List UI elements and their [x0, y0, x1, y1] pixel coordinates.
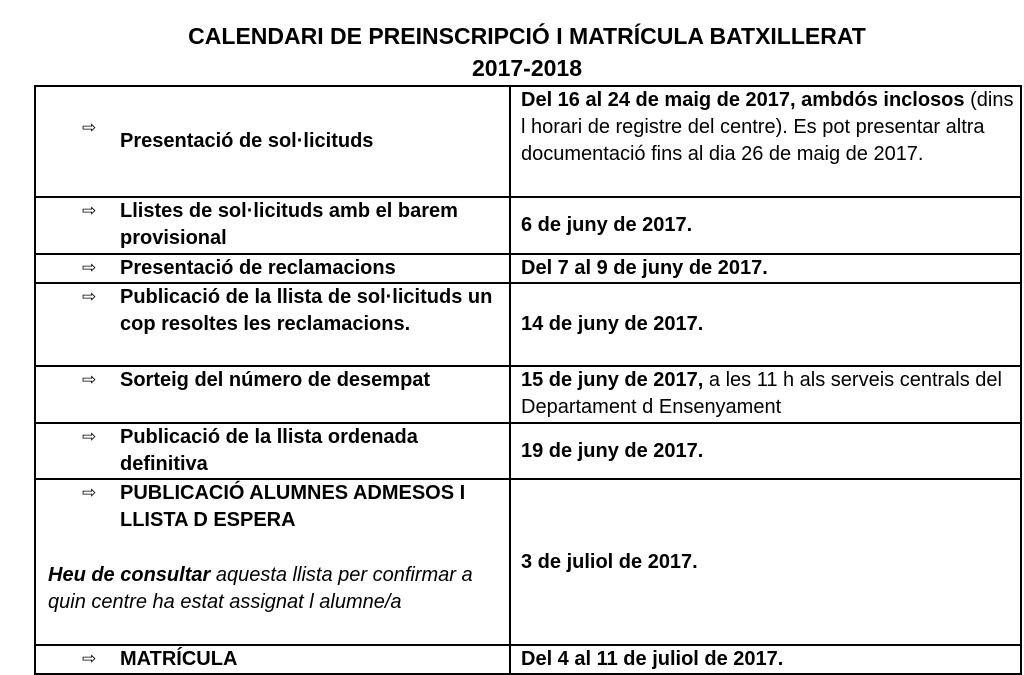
- right-arrow-icon: ⇨: [82, 649, 97, 669]
- table-row: [35, 479, 1021, 645]
- activity-cell: [35, 645, 510, 674]
- consult-note: [48, 562, 503, 616]
- activity-cell: [35, 197, 510, 254]
- date-cell: [510, 645, 1021, 674]
- date-bold: Del 7 al 9 de juny de 2017.: [521, 257, 768, 279]
- page-title: CALENDARI DE PREINSCRIPCIÓ I MATRÍCULA BATXILLERAT: [188, 23, 866, 49]
- date-cell: [510, 423, 1021, 479]
- activity-label: MATRÍCULA: [120, 648, 238, 670]
- date-bold: 15 de juny de 2017,: [521, 369, 704, 391]
- right-arrow-icon: ⇨: [82, 258, 97, 278]
- right-arrow-icon: ⇨: [82, 287, 97, 307]
- right-arrow-icon: ⇨: [82, 118, 97, 138]
- date-bold: 3 de juliol de 2017.: [521, 550, 698, 573]
- activity-label: Publicació de la llista ordenada definitiva: [120, 426, 418, 475]
- date-cell: [510, 283, 1021, 366]
- activity-cell: [35, 423, 510, 479]
- date-text: a les 11 h als serveis centrals del Departament d Ensenyament: [521, 369, 1002, 418]
- table-row: [35, 254, 1021, 283]
- activity-label: PUBLICACIÓ ALUMNES ADMESOS I LLISTA D ESPERA: [120, 482, 466, 531]
- calendar-table: [34, 85, 1022, 675]
- right-arrow-icon: ⇨: [82, 483, 97, 503]
- table-row: [35, 423, 1021, 479]
- activity-label: Publicació de la llista de sol·licituds un cop resoltes les reclamacions.: [120, 286, 493, 335]
- date-bold: 19 de juny de 2017.: [521, 439, 704, 462]
- date-cell: [510, 197, 1021, 254]
- right-arrow-icon: ⇨: [82, 427, 97, 447]
- table-row: [35, 86, 1021, 197]
- table-row: [35, 645, 1021, 674]
- date-bold: Del 4 al 11 de juliol de 2017.: [521, 648, 784, 670]
- activity-cell: [35, 254, 510, 283]
- date-bold: 6 de juny de 2017.: [521, 214, 693, 236]
- activity-cell: [35, 283, 510, 366]
- right-arrow-icon: ⇨: [82, 201, 97, 221]
- date-cell: [510, 254, 1021, 283]
- page-subtitle-year: 2017-2018: [472, 55, 582, 81]
- activity-label: Presentació de sol·licituds: [120, 130, 374, 152]
- date-bold: Del 16 al 24 de maig de 2017, ambdós inclosos: [521, 89, 965, 111]
- activity-cell: [35, 366, 510, 423]
- activity-label: Sorteig del número de desempat: [120, 369, 431, 391]
- table-row: [35, 366, 1021, 423]
- note-text: aquesta llista per confirmar a quin centre ha estat assignat l alumne/a: [48, 564, 473, 613]
- table-row: [35, 197, 1021, 254]
- date-cell: [510, 479, 1021, 645]
- date-cell: [510, 366, 1021, 423]
- right-arrow-icon: ⇨: [82, 370, 97, 390]
- activity-label: Llistes de sol·licituds amb el barem provisional: [120, 200, 458, 249]
- date-cell: [510, 86, 1021, 197]
- activity-label: Presentació de reclamacions: [120, 257, 396, 279]
- table-row: [35, 283, 1021, 366]
- date-text: (dins l horari de registre del centre). Es pot presentar altra documentació fins al dia 26 de maig de 2017.: [521, 89, 1014, 165]
- activity-cell: [35, 479, 510, 645]
- date-bold: 14 de juny de 2017.: [521, 313, 704, 335]
- note-bold: Heu de consultar: [48, 564, 211, 586]
- activity-cell: [35, 86, 510, 197]
